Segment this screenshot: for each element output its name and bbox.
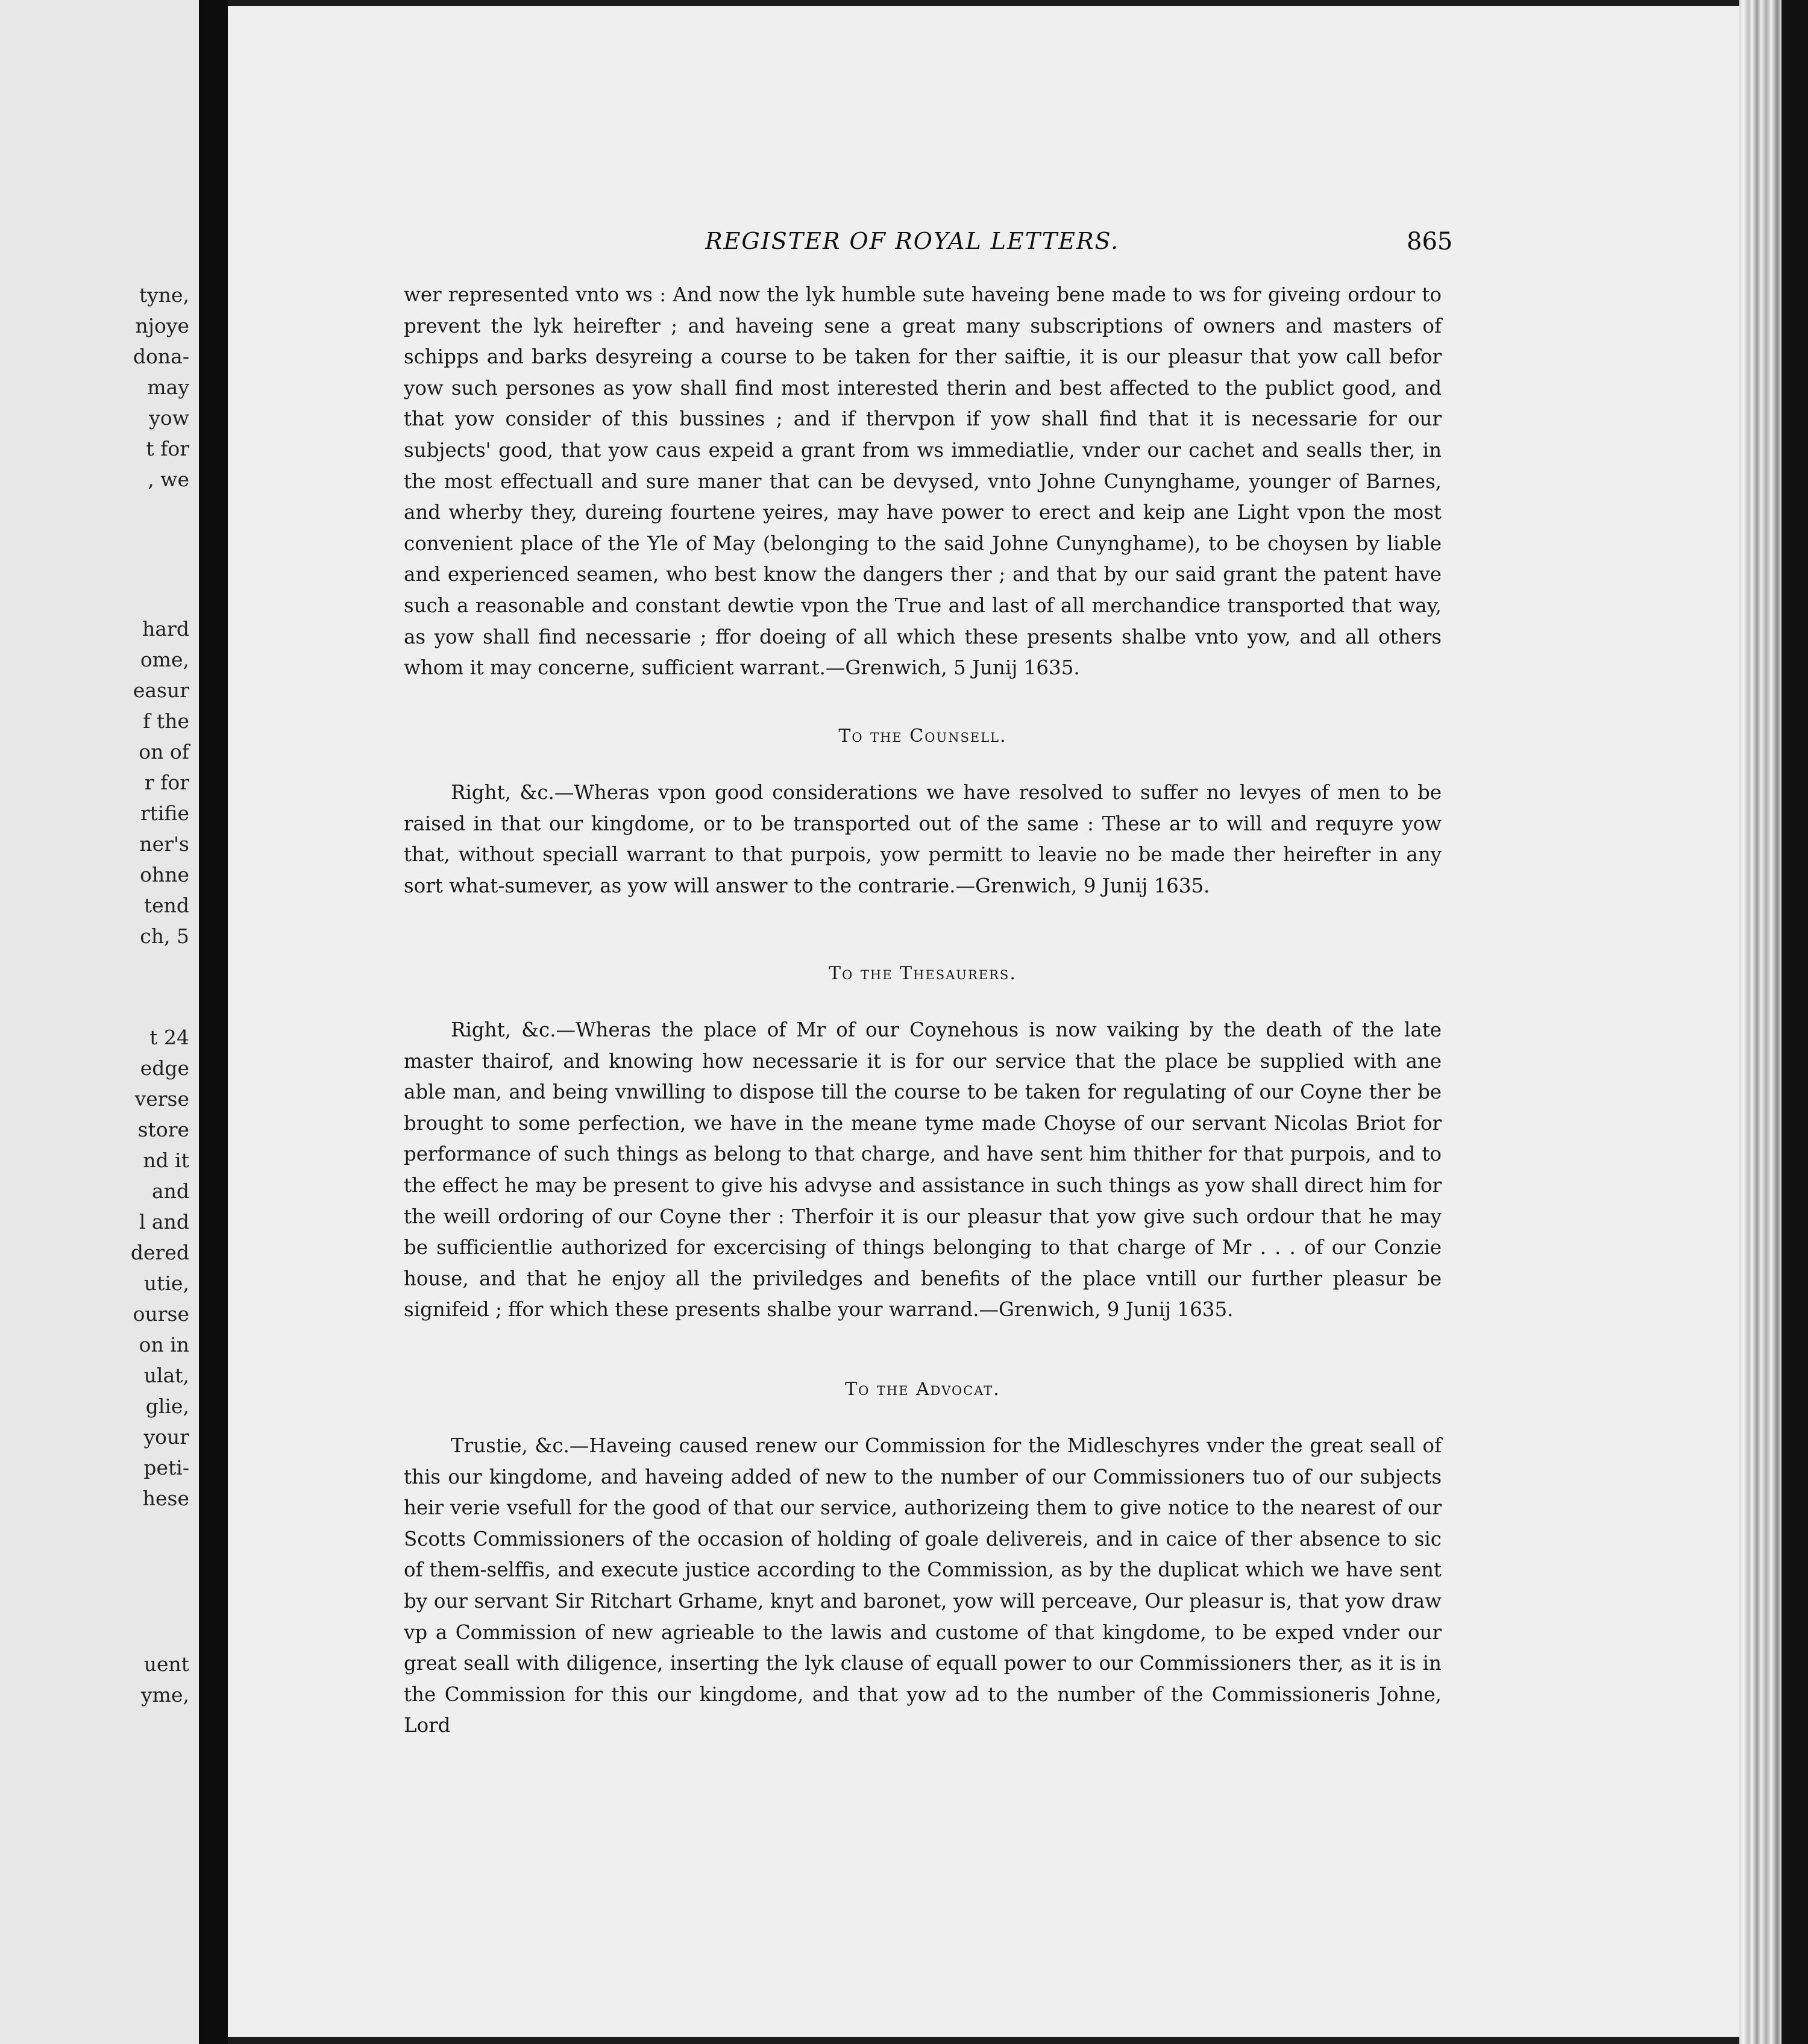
- left-fragment: hese: [142, 1487, 189, 1510]
- left-fragment: verse: [134, 1087, 189, 1111]
- left-fragment: t for: [146, 437, 189, 460]
- running-title: REGISTER OF ROYAL LETTERS.: [705, 228, 1120, 254]
- left-fragment: t 24: [149, 1026, 189, 1049]
- letter-thesaurers: [404, 1015, 1442, 1326]
- right-margin-shadow: [1781, 0, 1808, 2044]
- page-edges: [1739, 0, 1781, 2044]
- letter-heading-advocat: To the Advocat.: [845, 1379, 1000, 1400]
- left-fragment: your: [143, 1425, 189, 1449]
- left-fragment: f the: [143, 709, 189, 733]
- left-fragment: ohne: [140, 863, 189, 886]
- left-page-text-fragments: [0, 0, 193, 2044]
- left-fragment: ome,: [140, 648, 189, 671]
- left-fragment: hard: [142, 617, 189, 641]
- left-fragment: r for: [144, 771, 189, 794]
- left-fragment: yme,: [141, 1683, 189, 1707]
- letter-counsell: [404, 777, 1442, 901]
- left-fragment: and: [151, 1179, 189, 1203]
- left-fragment: on of: [139, 740, 189, 763]
- left-fragment: njoye: [135, 314, 189, 337]
- left-fragment: dona-: [133, 345, 189, 368]
- left-fragment: dered: [130, 1241, 189, 1264]
- left-fragment: ourse: [133, 1302, 189, 1326]
- left-fragment: nd it: [143, 1149, 189, 1172]
- left-fragment: l and: [139, 1210, 189, 1234]
- left-fragment: edge: [140, 1056, 189, 1080]
- left-fragment: tend: [143, 894, 189, 917]
- left-fragment: , we: [148, 468, 189, 491]
- left-fragment: on in: [139, 1333, 189, 1356]
- left-fragment: glie,: [145, 1394, 189, 1418]
- letter-paragraph: wer represented vnto ws : And now the lyk humble sute haveing bene made to ws for giveing ordour to prevent the lyk heirefter ; and haveing sene a great many subscriptions of owners and masters of schipps and barks desyreing a course to be taken for ther saiftie, it is our pleasur that yow call befor yow such persones as yow shall find most interested therin and best affected to the publict good, and that yow consider of this bussines ; and if thervpon if yow shall find that it is necessarie for our subjects' good, that yow caus expeid a grant from ws immediatlie, vnder our cachet and sealls ther, in the most effectuall and sure maner that can be devysed, vnto Johne Cunynghame, younger of Barnes, and wherby they, dureing fourtene yeires, may have power to erect and keip ane Light vpon the most convenient place of the Yle of May (belonging to the said Johne Cunynghame), to be choysen by liable and experienced seamen, who best know the dangers ther ; and that by our said grant the patent have such a reasonable and constant dewtie vpon the True and last of all merchandice transported that way, as yow shall find necessarie ; ffor doeing of all which these presents shalbe vnto yow, and all others whom it may concerne, sufficient warrant.—Grenwich, 5 Junij 1635.: [404, 283, 1442, 680]
- page-number: 865: [1407, 228, 1453, 256]
- left-fragment: ch, 5: [140, 924, 189, 948]
- left-facing-page: [0, 0, 199, 2044]
- book-gutter: [199, 0, 228, 2044]
- letter-paragraph: Trustie, &c.—Haveing caused renew our Commission for the Midleschyres vnder the great seall of this our kingdome, and haveing added of new to the number of our Commissioners tuo of our subjects heir verie vsefull for the good of that our service, authorizeing them to give notice to the nearest of our Scotts Commissioners of the occasion of holding of goale delivereis, and in caice of ther absence to sic of them-selffis, and execute justice according to the Commission, as by the duplicat which we have sent by our servant Sir Ritchart Grhame, knyt and baronet, yow will perceave, Our pleasur is, that yow draw vp a Commission of new agrieable to the lawis and custome of that kingdome, to be exped vnder our great seall with diligence, inserting the lyk clause of equall power to our Commissioners ther, as it is in the Commission for this our kingdome, and that yow ad to the number of the Commissioneris Johne, Lord: [404, 1434, 1442, 1737]
- left-fragment: may: [147, 375, 189, 399]
- letter-advocat: [404, 1431, 1442, 1741]
- left-fragment: ulat,: [143, 1364, 189, 1387]
- left-fragment: rtifie: [140, 801, 189, 825]
- letter-heading-thesaurers: To the Thesaurers.: [829, 963, 1017, 984]
- left-fragment: ner's: [139, 832, 189, 856]
- left-fragment: yow: [149, 406, 189, 430]
- letter-paragraph: Right, &c.—Wheras vpon good considerations we have resolved to suffer no levyes of men to be raised in that our kingdome, or to be transported out of the same : These ar to will and requyre yow that, without speciall warrant to that purpois, yow permitt to leavie no be made ther heirefter in any sort what-sumever, as yow will answer to the contrarie.—Grenwich, 9 Junij 1635.: [404, 781, 1442, 897]
- letter-heading-counsell: To the Counsell.: [838, 726, 1007, 747]
- left-fragment: peti-: [143, 1456, 189, 1479]
- letter-continuation: [404, 280, 1442, 684]
- left-fragment: tyne,: [139, 283, 189, 307]
- letter-paragraph: Right, &c.—Wheras the place of Mr of our Coynehous is now vaiking by the death of the late master thairof, and knowing how necessarie it is for our service that the place be supplied with ane able man, and being vnwilling to dispose till the course to be taken for regulating of our Coyne ther be brought to some perfection, we have in the meane tyme made Choyse of our servant Nicolas Briot for performance of such things as belong to that charge, and have sent him thither for that purpois, and to the effect he may be present to give his advyse and assistance in such things as yow shall direct him for the weill ordoring of our Coyne ther : Therfoir it is our pleasur that yow give such ordour that he may be sufficientlie authorized for excercising of things belonging to that charge of Mr . . . of our Conzie house, and that he enjoy all the priviledges and benefits of the place vntill our further pleasur be signifeid ; ffor which these presents shalbe your warrand.—Grenwich, 9 Junij 1635.: [404, 1018, 1442, 1321]
- left-fragment: store: [137, 1118, 189, 1141]
- left-fragment: uent: [143, 1652, 189, 1676]
- left-fragment: easur: [133, 679, 189, 702]
- left-fragment: utie,: [143, 1271, 189, 1295]
